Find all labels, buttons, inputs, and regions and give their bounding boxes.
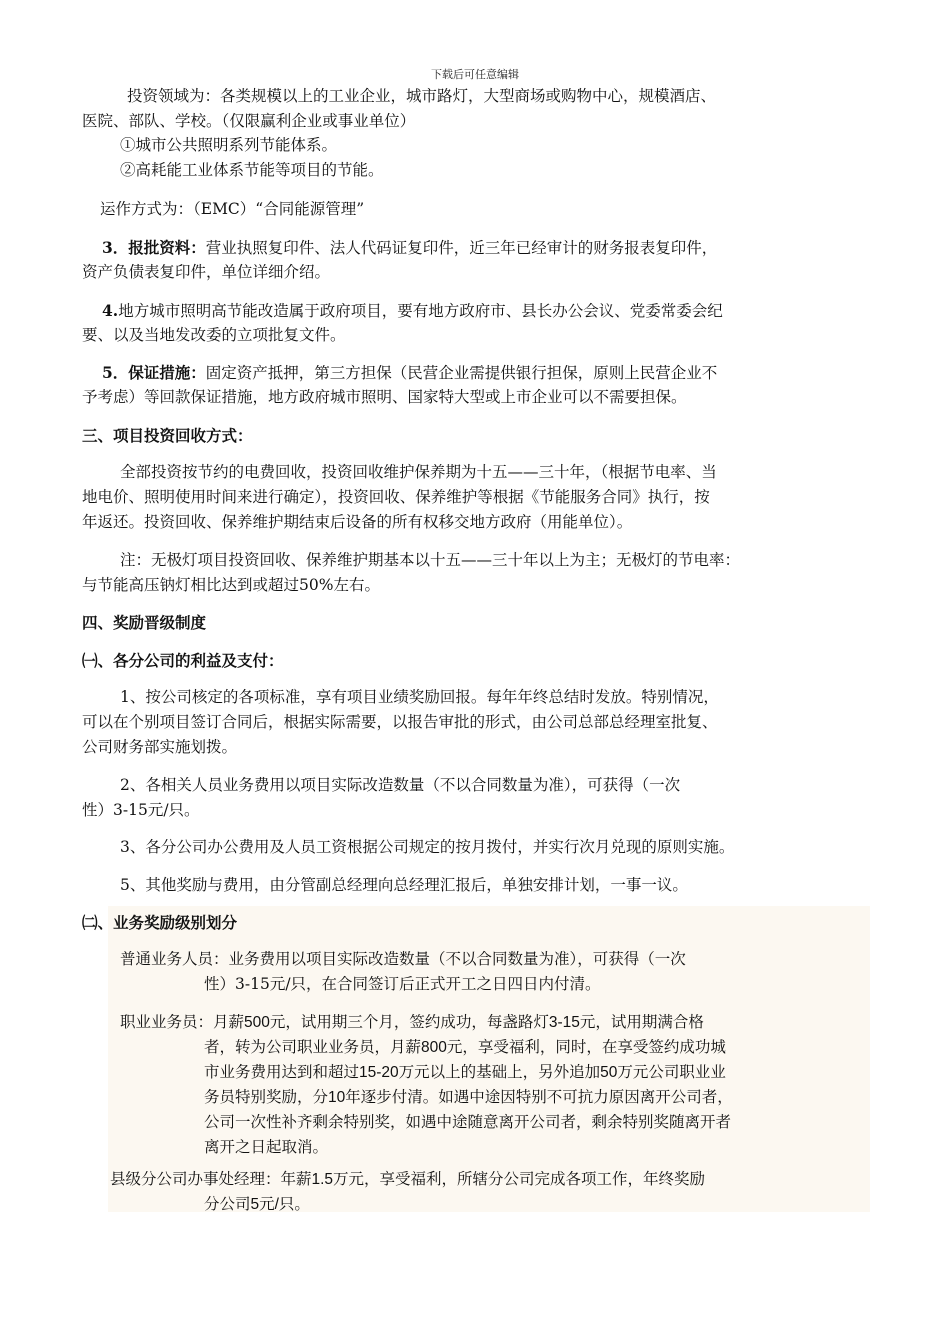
sec3-p1-line-1: 全部投资按节约的电费回收，投资回收维护保养期为十五——三十年，（根据节电率、当 bbox=[120, 463, 717, 481]
s5-line-1 bbox=[102, 360, 890, 386]
level-regular-line-1: 普通业务人员：业务费用以项目实际改造数量（不以合同数量为准），可获得（一次 bbox=[120, 950, 686, 968]
invest-item-2: ②高耗能工业体系节能等项目的节能。 bbox=[120, 161, 384, 179]
sec4-item2-line-2: 性）3-15元/只。 bbox=[82, 801, 200, 819]
sec4-item1-line-1: 1、按公司核定的各项标准，享有项目业绩奖励回报。每年年终总结时发放。特别情况， bbox=[120, 688, 719, 706]
s5-text-1: 固定资产抵押，第三方担保（民营企业需提供银行担保，原则上民营企业不 bbox=[205, 364, 718, 382]
operation-mode: 运作方式为：（EMC）“合同能源管理” bbox=[100, 200, 365, 218]
s5-label: 5．保证措施： bbox=[102, 363, 206, 382]
level-pro-line-3: 市业务费用达到和超过15-20万元以上的基础上，另外追加50万元公司职业业 bbox=[204, 1064, 726, 1081]
sec3-p1-line-3: 年返还。投资回收、保养维护期结束后设备的所有权移交地方政府（用能单位）。 bbox=[82, 513, 633, 531]
s3-line-2: 资产负债表复印件，单位详细介绍。 bbox=[82, 263, 331, 281]
sec4-sub1-title: ㈠、各分公司的利益及支付： bbox=[82, 651, 284, 670]
sec4-title: 四、奖励晋级制度 bbox=[82, 613, 207, 632]
sec4-sub2-title: ㈡、业务奖励级别划分 bbox=[82, 913, 238, 932]
sec4-item1-line-2: 可以在个别项目签订合同后，根据实际需要，以报告审批的形式，由公司总部总经理室批复、 bbox=[82, 713, 718, 731]
level-regular-line-2: 性）3-15元/只，在合同签订后正式开工之日四日内付清。 bbox=[204, 975, 601, 993]
level-pro-line-1: 职业业务员：月薪500元，试用期三个月，签约成功，每盏路灯3-15元，试用期满合格 bbox=[120, 1014, 704, 1031]
s5-line-2: 予考虑）等回款保证措施，地方政府城市照明、国家特大型或上市企业可以不需要担保。 bbox=[82, 388, 687, 406]
s4-line-2: 要、以及当地发改委的立项批复文件。 bbox=[82, 326, 346, 344]
sec3-note-line-2: 与节能高压钠灯相比达到或超过50%左右。 bbox=[82, 576, 380, 594]
s4-text-1: 地方城市照明高节能改造属于政府项目，要有地方政府市、县长办公会议、党委常委会纪 bbox=[118, 302, 723, 320]
invest-line-1: 投资领域为：各类规模以上的工业企业，城市路灯，大型商场或购物中心，规模酒店、 bbox=[127, 87, 717, 105]
level-pro-line-5: 公司一次性补齐剩余特别奖，如遇中途随意离开公司者，剩余特别奖随离开者 bbox=[204, 1114, 732, 1131]
s3-label: 3．报批资料： bbox=[102, 238, 206, 257]
sec4-item3: 3、各分公司办公费用及人员工资根据公司规定的按月拨付，并实行次月兑现的原则实施。 bbox=[120, 838, 735, 856]
s3-text-1: 营业执照复印件、法人代码证复印件，近三年已经审计的财务报表复印件， bbox=[205, 239, 718, 257]
invest-line-2: 医院、部队、学校。（仅限赢利企业或事业单位） bbox=[82, 112, 416, 130]
sec3-title: 三、项目投资回收方式： bbox=[82, 426, 253, 445]
level-pro-line-2: 者，转为公司职业业务员，月薪800元，享受福利，同时，在享受签约成功城 bbox=[204, 1039, 726, 1056]
sec4-item1-line-3: 公司财务部实施划拨。 bbox=[82, 738, 238, 756]
sec4-item2-line-1: 2、各相关人员业务费用以项目实际改造数量（不以合同数量为准），可获得（一次 bbox=[120, 776, 681, 794]
sec3-note-line-1: 注：无极灯项目投资回收、保养维护期基本以十五——三十年以上为主；无极灯的节电率： bbox=[120, 551, 741, 569]
level-pro-line-4: 务员特别奖励，分10年逐步付清。如遇中途因特别不可抗力原因离开公司者， bbox=[204, 1089, 733, 1106]
page-header: 下载后可任意编辑 bbox=[431, 68, 519, 81]
s4-label: 4. bbox=[102, 301, 119, 320]
sec3-p1-line-2: 地电价、照明使用时间来进行确定），投资回收、保养维护等根据《节能服务合同》执行，按 bbox=[82, 488, 710, 506]
sec4-item5: 5、其他奖励与费用，由分管副总经理向总经理汇报后，单独安排计划，一事一议。 bbox=[120, 876, 688, 894]
s4-line-1 bbox=[102, 298, 890, 324]
level-county-line-2: 分公司5元/只。 bbox=[204, 1196, 310, 1213]
level-pro-line-6: 离开之日起取消。 bbox=[204, 1139, 329, 1156]
s3-line-1 bbox=[102, 235, 890, 261]
invest-item-1: ①城市公共照明系列节能体系。 bbox=[120, 136, 338, 154]
level-county-line-1: 县级分公司办事处经理：年薪1.5万元，享受福利，所辖分公司完成各项工作，年终奖励 bbox=[110, 1171, 706, 1188]
